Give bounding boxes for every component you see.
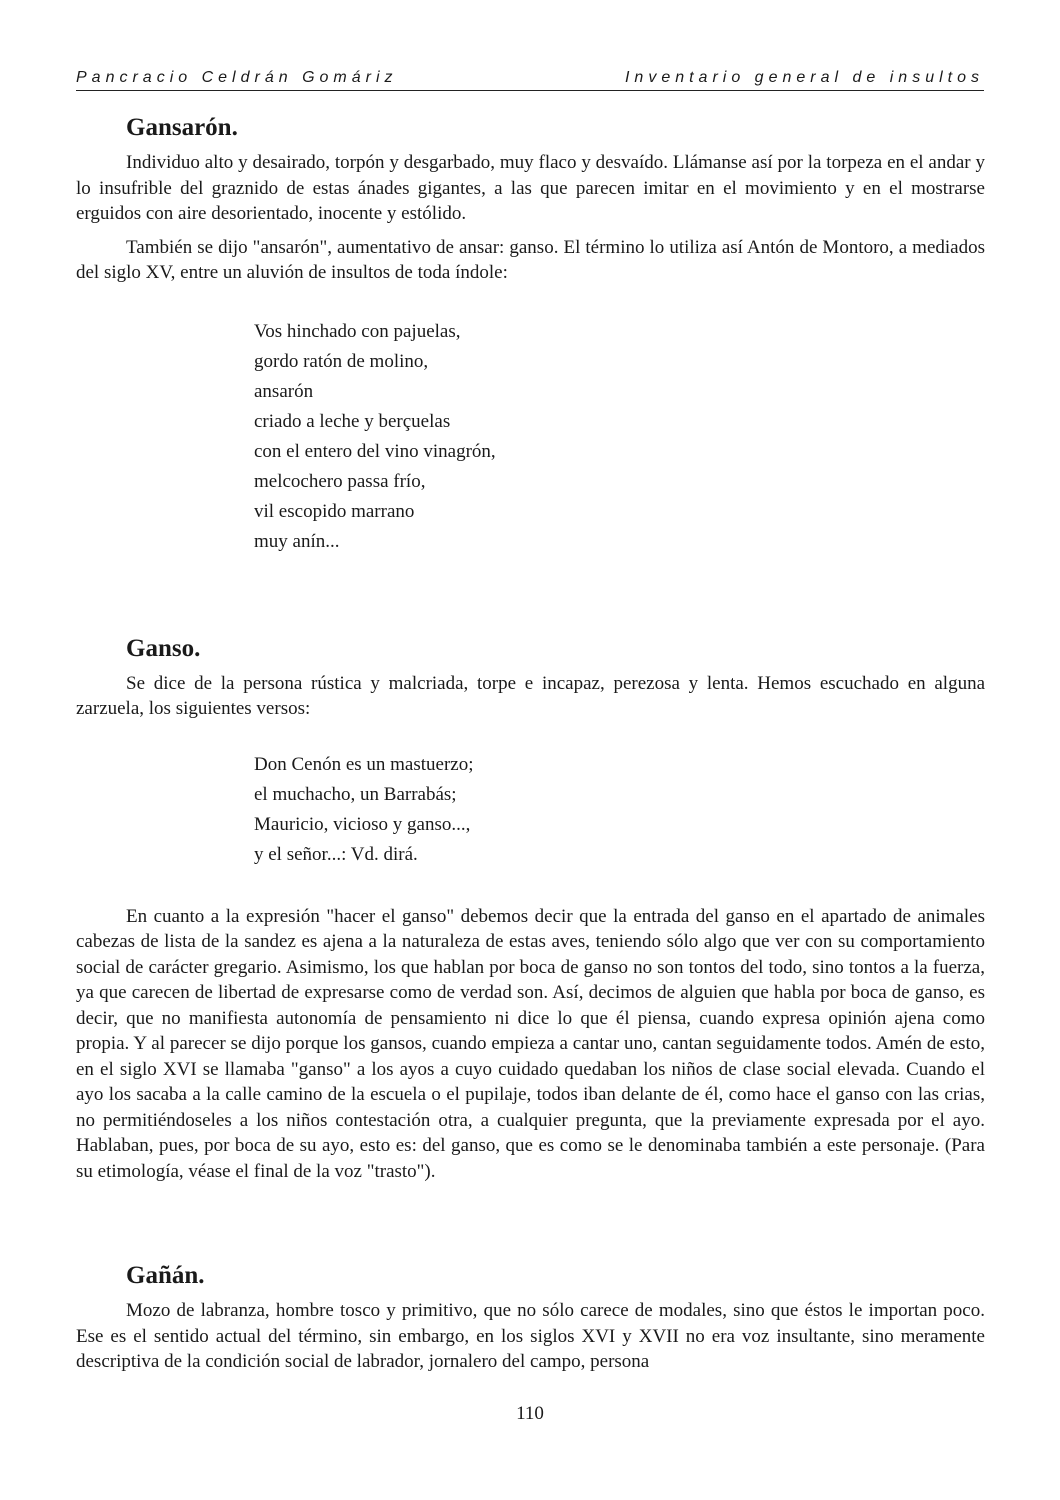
verse-line: criado a leche y berçuelas [254, 410, 451, 432]
verse-line: el muchacho, un Barrabás; [254, 783, 457, 805]
entry-ganso [76, 633, 985, 1185]
verse-line: vil escopido marrano [254, 500, 415, 522]
verse-line: ansarón [254, 380, 314, 402]
verse-line: gordo ratón de molino, [254, 350, 429, 372]
entry-paragraph: En cuanto a la expresión "hacer el ganso" debemos decir que la entrada del ganso en el apartado de animales cabezas de lista de la sandez es ajena a la naturaleza de estas aves, teniendo sólo algo que ver con su comportamiento social de carácter gregario. Asimismo, los que hablan por boca de ganso no son tontos del todo, sino tontos a la fuerza, ya que carecen de libertad de expresarse como de verdad son. Así, decimos de alguien que habla por boca de ganso, es decir, que no manifiesta autonomía de pensamiento ni dice lo que él piensa, cuando expresa opinión ajena como propia. Y al parecer se dijo porque los gansos, cuando empieza a cantar uno, cantan seguidamente todos. Amén de esto, en el siglo XVI se llamaba "ganso" a los ayos a cuyo cuidado quedaban los niños de clase social elevada. Cuando el ayo los sacaba a la calle camino de la escuela o el pupilaje, todos iban delante de él, como hace el ganso con las crias, no permitiéndoseles a los niños contestación otra, a cualquier pregunta, que la previamente expresada por el ayo. Hablaban, pues, por boca de su ayo, esto es: del ganso, que es como se le denominaba también a este personaje. (Para su etimología, véase el final de la voz "trasto"). [76, 905, 985, 1182]
verse-line: muy anín... [254, 530, 340, 552]
verse-block [254, 317, 985, 557]
entry-title: Gansarón. [126, 114, 238, 141]
header-author: Pancracio Celdrán Gomáriz [76, 69, 398, 86]
entry-gansaron [76, 112, 985, 557]
verse-line: Vos hinchado con pajuelas, [254, 320, 461, 342]
entry-title: Gañán. [126, 1262, 205, 1289]
verse-block [254, 750, 985, 870]
entry-paragraph: Individuo alto y desairado, torpón y desgarbado, muy flaco y desvaído. Llámanse así por la torpeza en el andar y lo insufrible del graznido de estas ánades gigantes, a las que parecen imitar en el movimiento y en el mostrarse erguidos con aire desorientado, inocente y estólido. [76, 152, 985, 224]
entry-paragraph: También se dijo "ansarón", aumentativo de ansar: ganso. El término lo utiliza así Antón de Montoro, a mediados del siglo XV, entre un aluvión de insultos de toda índole: [76, 236, 985, 283]
verse-line: y el señor...: Vd. dirá. [254, 843, 418, 865]
page-content [76, 112, 985, 1375]
entry-paragraph: Mozo de labranza, hombre tosco y primitivo, que no sólo carece de modales, sino que éstos le importan poco. Ese es el sentido actual del término, sin embargo, en los siglos XVI y XVII no era voz insultante, sino meramente descriptiva de la condición social de labrador, jornalero del campo, persona [76, 1300, 985, 1372]
header-book-title: Inventario general de insultos [624, 69, 984, 86]
verse-line: Mauricio, vicioso y ganso..., [254, 813, 471, 835]
verse-line: melcochero passa frío, [254, 470, 426, 492]
running-header [76, 66, 984, 91]
entry-paragraph: Se dice de la persona rústica y malcriada, torpe e incapaz, perezosa y lenta. Hemos escuchado en alguna zarzuela, los siguientes versos: [76, 672, 985, 719]
verse-line: con el entero del vino vinagrón, [254, 440, 496, 462]
entry-title: Ganso. [126, 634, 201, 662]
verse-line: Don Cenón es un mastuerzo; [254, 753, 474, 775]
page-number: 110 [516, 1403, 544, 1424]
entry-ganan [76, 1260, 985, 1375]
